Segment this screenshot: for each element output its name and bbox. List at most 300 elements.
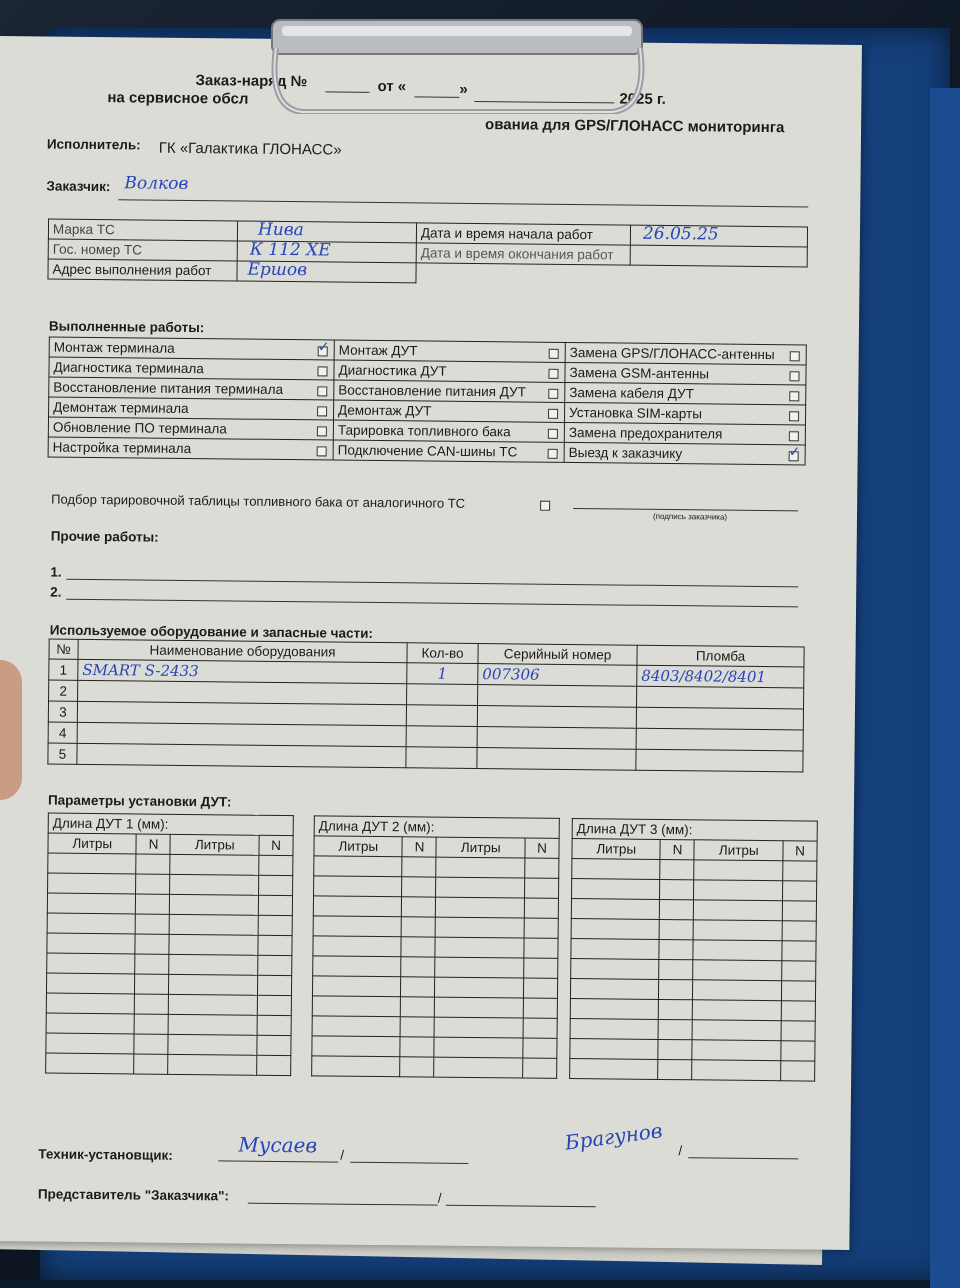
dut-cell[interactable] (170, 854, 259, 875)
clipboard-edge (930, 88, 960, 1288)
dut-table (311, 815, 560, 1079)
dut-cell[interactable] (258, 915, 292, 935)
table-row (46, 1053, 291, 1076)
dut-cell[interactable] (660, 919, 694, 939)
equipment-cell (477, 706, 636, 729)
dut-cell[interactable] (402, 917, 436, 937)
dut-cell[interactable] (48, 873, 137, 894)
dut-cell[interactable] (782, 901, 816, 921)
dut-cell[interactable] (692, 1040, 781, 1061)
tariff-label: Подбор тарировочной таблицы топливного бака от аналогичного ТС (51, 491, 466, 511)
customer-value: Волков (124, 173, 189, 194)
works-label: Обновление ПО терминала (52, 419, 227, 437)
work-checkbox[interactable] (788, 443, 801, 461)
dut-cell[interactable] (257, 995, 291, 1015)
table-row (570, 999, 815, 1022)
dut-cell[interactable] (401, 977, 435, 997)
dut-cell[interactable] (258, 935, 292, 955)
dut-cell[interactable] (135, 974, 169, 994)
works-cell (333, 440, 564, 462)
dut-cell[interactable] (314, 876, 403, 897)
work-checkbox[interactable] (548, 389, 558, 399)
dut-cell[interactable] (524, 958, 558, 978)
table-row (312, 1016, 557, 1039)
address-value: Ершов (247, 259, 308, 281)
plate-value: К 112 ХЕ (249, 239, 331, 261)
dut-cell[interactable] (136, 914, 170, 934)
table-row (571, 899, 816, 922)
dut-cell[interactable] (312, 1056, 401, 1077)
other-item-2: 2. (50, 584, 62, 600)
dut-cell[interactable] (134, 1054, 168, 1074)
equipment-cell: 007306 (478, 664, 637, 687)
dut-cell[interactable] (258, 875, 292, 895)
dut-cell[interactable] (523, 998, 557, 1018)
works-label: Восстановление питания терминала (53, 379, 284, 397)
dut-cell[interactable] (782, 881, 816, 901)
works-label: Выезд к заказчику (568, 444, 683, 462)
table-row (571, 879, 816, 902)
dut-cell[interactable] (314, 856, 403, 877)
checkmark-icon: ✓ (788, 443, 801, 460)
dut-cell[interactable] (401, 997, 435, 1017)
work-checkbox[interactable] (789, 411, 799, 421)
equipment-cell: 1 (407, 663, 478, 685)
other-item-1: 1. (50, 564, 62, 580)
dut-cell[interactable] (46, 1013, 135, 1034)
dut-cell[interactable] (572, 859, 661, 880)
dut-cell[interactable] (571, 939, 660, 960)
work-checkbox[interactable] (789, 431, 799, 441)
equipment-cell (636, 749, 803, 772)
dut-cell[interactable] (259, 855, 293, 875)
dut-cell[interactable] (523, 1038, 557, 1058)
dut-cell[interactable] (692, 1060, 781, 1081)
dut-cell[interactable] (312, 976, 401, 997)
dut-cell[interactable] (136, 894, 170, 914)
dut-table (569, 818, 818, 1082)
works-cell (333, 420, 564, 442)
equipment-table (47, 639, 804, 773)
dut-cell[interactable] (47, 893, 136, 914)
title-prefix: Заказ-наряд № (195, 72, 308, 91)
works-cell (564, 422, 805, 445)
dut-cell[interactable] (660, 899, 694, 919)
dut-col-header: N (783, 841, 817, 861)
dut-cell[interactable] (402, 897, 436, 917)
dut-col-header: N (525, 838, 559, 858)
dut-cell[interactable] (525, 858, 559, 878)
dut-cell[interactable] (257, 1015, 291, 1035)
dut-cell[interactable] (660, 859, 694, 879)
work-order-form (0, 36, 862, 1250)
dut-cell[interactable] (312, 1036, 401, 1057)
dut-title: Параметры установки ДУТ: (47, 792, 232, 810)
dut-cell[interactable] (401, 1017, 435, 1037)
table-row (46, 973, 291, 996)
dut-cell[interactable] (693, 960, 782, 981)
dut-cell[interactable] (312, 996, 401, 1017)
dut-cell[interactable] (434, 1057, 523, 1078)
dut-cell[interactable] (571, 879, 660, 900)
dut-cell[interactable] (523, 1018, 557, 1038)
other-title: Прочие работы: (50, 528, 159, 545)
dut-cell[interactable] (659, 999, 693, 1019)
dut-cell[interactable] (524, 938, 558, 958)
table-row (570, 1039, 815, 1062)
works-label: Монтаж ДУТ (338, 342, 418, 359)
dut-cell[interactable] (781, 981, 815, 1001)
works-label: Замена предохранителя (568, 424, 723, 442)
works-table (48, 337, 807, 466)
dut-cell[interactable] (659, 979, 693, 999)
address-cell (237, 261, 416, 283)
works-label: Монтаж терминала (53, 339, 175, 356)
dut-table (45, 813, 294, 1077)
table-row (312, 976, 557, 999)
equipment-cell (406, 705, 477, 727)
table-row (312, 996, 557, 1019)
dut-cell[interactable] (436, 877, 525, 898)
start-value: 26.05.25 (642, 223, 719, 245)
title-from: от « (377, 77, 407, 96)
dut-cell[interactable] (168, 1054, 257, 1075)
equipment-header: № (49, 639, 78, 659)
dut-cell[interactable] (134, 1034, 168, 1054)
work-checkbox[interactable] (317, 386, 327, 396)
dut-cell[interactable] (258, 955, 292, 975)
dut-cell[interactable] (694, 860, 783, 881)
dut-cell[interactable] (168, 1034, 257, 1055)
equipment-cell: 5 (48, 743, 77, 764)
customer-label: Заказчик: (46, 178, 111, 195)
dut-cell[interactable] (46, 1033, 135, 1054)
works-label: Диагностика ДУТ (338, 362, 447, 379)
equipment-cell: 3 (48, 701, 77, 722)
equipment-cell (636, 728, 803, 751)
sign-caption: (подпись заказчика) (652, 511, 728, 522)
dut-cell[interactable] (570, 1059, 659, 1080)
works-label: Восстановление питания ДУТ (338, 382, 526, 400)
dut-cell[interactable] (659, 939, 693, 959)
equipment-cell (477, 727, 636, 750)
dut-cell[interactable] (658, 1059, 692, 1079)
table-row (571, 959, 816, 982)
tech-signature: Мусаев (238, 1132, 318, 1158)
dut-cell[interactable] (436, 857, 525, 878)
table-row (572, 859, 817, 882)
dut-cell[interactable] (570, 1019, 659, 1040)
work-checkbox[interactable] (548, 449, 558, 459)
dut-cell[interactable] (781, 1001, 815, 1021)
table-row (570, 1059, 815, 1082)
work-checkbox[interactable] (548, 409, 558, 419)
executor-label: Исполнитель: (46, 136, 141, 153)
table-row (570, 1019, 815, 1042)
table-row (46, 993, 291, 1016)
work-checkbox[interactable] (789, 371, 799, 381)
address-label: Адрес выполнения работ (48, 259, 237, 281)
dut-cell[interactable] (136, 854, 170, 874)
dut-cell[interactable] (47, 913, 136, 934)
dut-cell[interactable] (401, 957, 435, 977)
dut-cell[interactable] (170, 914, 259, 935)
plate-label: Гос. номер ТС (48, 239, 237, 261)
end-value (630, 245, 807, 267)
dut-cell[interactable] (46, 993, 135, 1014)
equipment-cell: 4 (48, 722, 77, 743)
dut-caption: Длина ДУТ 1 (мм): (48, 813, 293, 836)
works-label: Демонтаж ДУТ (338, 402, 432, 419)
dut-col-header: Литры (572, 839, 661, 860)
dut-col-header: N (660, 839, 694, 859)
table-row (46, 1033, 291, 1056)
dut-cell[interactable] (47, 953, 136, 974)
works-label: Тарировка топливного бака (337, 422, 511, 440)
works-cell (334, 340, 565, 362)
binder-clip-icon (262, 18, 654, 114)
works-label: Настройка терминала (52, 439, 192, 457)
works-cell (334, 380, 565, 402)
dut-cell[interactable] (693, 1000, 782, 1021)
dut-cell[interactable] (169, 994, 258, 1015)
dut-cell[interactable] (435, 957, 524, 978)
dut-col-header: Литры (48, 833, 137, 854)
work-checkbox[interactable] (549, 349, 559, 359)
works-label: Замена GPS/ГЛОНАСС-антенны (569, 344, 775, 363)
equipment-header: Серийный номер (478, 644, 637, 666)
dut-cell[interactable] (523, 978, 557, 998)
dut-cell[interactable] (257, 1055, 291, 1075)
dut-col-header: N (402, 837, 436, 857)
dut-cell[interactable] (46, 1053, 135, 1074)
equipment-cell (406, 726, 477, 748)
works-label: Установка SIM-карты (569, 404, 703, 422)
equipment-title: Используемое оборудование и запасные части: (49, 622, 374, 641)
equipment-cell (477, 748, 636, 771)
dut-col-header: Литры (436, 837, 525, 858)
start-label: Дата и время начала работ (416, 223, 630, 245)
dut-cell[interactable] (313, 956, 402, 977)
work-checkbox[interactable] (790, 351, 800, 361)
dut-cell[interactable] (570, 999, 659, 1020)
table-row (313, 916, 558, 939)
dut-cell[interactable] (694, 900, 783, 921)
dut-cell[interactable] (436, 897, 525, 918)
works-cell (565, 382, 806, 405)
dut-cell[interactable] (400, 1057, 434, 1077)
dut-cell[interactable] (135, 934, 169, 954)
brand-value: Нива (257, 219, 304, 241)
dut-cell[interactable] (47, 933, 136, 954)
dut-cell[interactable] (658, 1039, 692, 1059)
dut-cell[interactable] (434, 1037, 523, 1058)
dut-cell[interactable] (169, 934, 258, 955)
tech-name: Брагунов (563, 1118, 664, 1155)
dut-cell[interactable] (524, 918, 558, 938)
works-cell (565, 342, 806, 365)
equipment-header: Наименование оборудования (78, 639, 407, 662)
table-row (48, 853, 293, 876)
dut-cell[interactable] (523, 1058, 557, 1078)
dut-cell[interactable] (660, 879, 694, 899)
table-row (313, 896, 558, 919)
dut-cell[interactable] (659, 959, 693, 979)
equipment-header: Кол-во (407, 643, 478, 664)
start-cell (630, 225, 807, 247)
subtitle-left: на сервисное обсл (107, 89, 249, 108)
equipment-cell: SMART S-2433 (78, 659, 407, 683)
works-cell (564, 442, 805, 465)
works-cell (48, 437, 333, 460)
dut-cell[interactable] (313, 936, 402, 957)
dut-cell[interactable] (782, 941, 816, 961)
equipment-cell (478, 685, 637, 708)
dut-cell[interactable] (571, 959, 660, 980)
dut-cell[interactable] (570, 1039, 659, 1060)
dut-cell[interactable] (781, 1061, 815, 1081)
dut-cell[interactable] (169, 1014, 258, 1035)
dut-cell[interactable] (170, 874, 259, 895)
dut-cell[interactable] (571, 919, 660, 940)
dut-cell[interactable] (169, 954, 258, 975)
table-row (47, 953, 292, 976)
works-cell (334, 360, 565, 382)
dut-cell[interactable] (48, 853, 137, 874)
dut-cell[interactable] (257, 975, 291, 995)
work-checkbox[interactable] (317, 426, 327, 436)
dut-cell[interactable] (781, 1041, 815, 1061)
equipment-cell (637, 686, 804, 709)
dut-cell[interactable] (170, 894, 259, 915)
table-row (46, 1013, 291, 1036)
work-checkbox[interactable] (317, 366, 327, 376)
table-row (47, 913, 292, 936)
work-checkbox[interactable] (548, 369, 558, 379)
dut-cell[interactable] (401, 937, 435, 957)
vehicle-table (47, 219, 808, 288)
thumb (0, 660, 22, 800)
dut-cell[interactable] (400, 1037, 434, 1057)
works-label: Замена GSM-антенны (569, 364, 710, 382)
dut-cell[interactable] (524, 898, 558, 918)
table-row (314, 856, 559, 879)
table-row (313, 936, 558, 959)
dut-cell[interactable] (135, 954, 169, 974)
dut-cell[interactable] (257, 1035, 291, 1055)
works-label: Демонтаж терминала (53, 399, 189, 416)
dut-cell[interactable] (313, 916, 402, 937)
dut-cell[interactable] (693, 940, 782, 961)
works-label: Замена кабеля ДУТ (569, 384, 694, 402)
dut-col-header: Литры (314, 836, 403, 857)
table-row (571, 919, 816, 942)
dut-cell[interactable] (135, 994, 169, 1014)
equipment-cell: 2 (49, 680, 78, 701)
dut-cell[interactable] (693, 980, 782, 1001)
dut-cell[interactable] (524, 878, 558, 898)
executor-value: ГК «Галактика ГЛОНАСС» (158, 139, 342, 159)
dut-cell[interactable] (782, 921, 816, 941)
equipment-cell: 8403/8402/8401 (637, 665, 804, 688)
checkmark-icon: ✓ (317, 338, 330, 355)
dut-cell[interactable] (571, 899, 660, 920)
work-checkbox[interactable] (317, 446, 327, 456)
subtitle-right: ованиa для GPS/ГЛОНАСС мониторинга (485, 116, 785, 137)
equipment-cell: 1 (49, 659, 78, 680)
dut-cell[interactable] (694, 880, 783, 901)
dut-cell[interactable] (169, 974, 258, 995)
dut-caption: Длина ДУТ 3 (мм): (572, 819, 817, 842)
dut-cell[interactable] (435, 937, 524, 958)
title-year: 2025 г. (619, 90, 666, 108)
dut-cell[interactable] (783, 861, 817, 881)
table-row (314, 876, 559, 899)
dut-col-header: N (136, 834, 170, 854)
dut-cell[interactable] (135, 1014, 169, 1034)
equipment-cell (406, 747, 477, 769)
dut-cell[interactable] (435, 997, 524, 1018)
works-label: Подключение CAN-шины ТС (337, 442, 518, 460)
dut-cell[interactable] (136, 874, 170, 894)
table-row (47, 893, 292, 916)
dut-cell[interactable] (435, 1017, 524, 1038)
dut-cell[interactable] (402, 877, 436, 897)
dut-cell[interactable] (782, 961, 816, 981)
equipment-cell (77, 743, 406, 767)
dut-cell[interactable] (402, 857, 436, 877)
tech-label: Техник-установщик: (38, 1146, 173, 1163)
table-row (571, 939, 816, 962)
equipment-header: Пломба (637, 645, 804, 667)
slash-3: / (437, 1190, 442, 1206)
dut-cell[interactable] (436, 917, 525, 938)
dut-cell[interactable] (570, 979, 659, 1000)
dut-cell[interactable] (258, 895, 292, 915)
dut-col-header: N (259, 835, 293, 855)
table-row (48, 873, 293, 896)
work-checkbox[interactable] (789, 391, 799, 401)
dut-cell[interactable] (435, 977, 524, 998)
work-checkbox[interactable] (548, 429, 558, 439)
dut-cell[interactable] (46, 973, 135, 994)
dut-cell[interactable] (693, 1020, 782, 1041)
work-checkbox[interactable] (317, 338, 330, 356)
table-row (312, 1036, 557, 1059)
work-checkbox[interactable] (317, 406, 327, 416)
rep-label: Представитель "Заказчика": (37, 1186, 230, 1204)
works-title: Выполненные работы: (48, 318, 205, 336)
table-row (570, 979, 815, 1002)
dut-cell[interactable] (312, 1016, 401, 1037)
dut-cell[interactable] (313, 896, 402, 917)
dut-col-header: Литры (694, 840, 783, 861)
dut-col-header: Литры (170, 834, 259, 855)
dut-cell[interactable] (781, 1021, 815, 1041)
table-row (47, 933, 292, 956)
table-row (312, 1056, 557, 1079)
tariff-checkbox[interactable] (540, 501, 550, 511)
dut-cell[interactable] (694, 920, 783, 941)
end-label: Дата и время окончания работ (416, 243, 630, 265)
brand-label: Марка ТС (48, 219, 237, 241)
slash-1: / (340, 1147, 345, 1163)
slash-2: / (678, 1143, 683, 1159)
dut-caption: Длина ДУТ 2 (мм): (314, 816, 559, 839)
equipment-cell (407, 684, 478, 706)
works-cell (564, 402, 805, 425)
dut-cell[interactable] (659, 1019, 693, 1039)
